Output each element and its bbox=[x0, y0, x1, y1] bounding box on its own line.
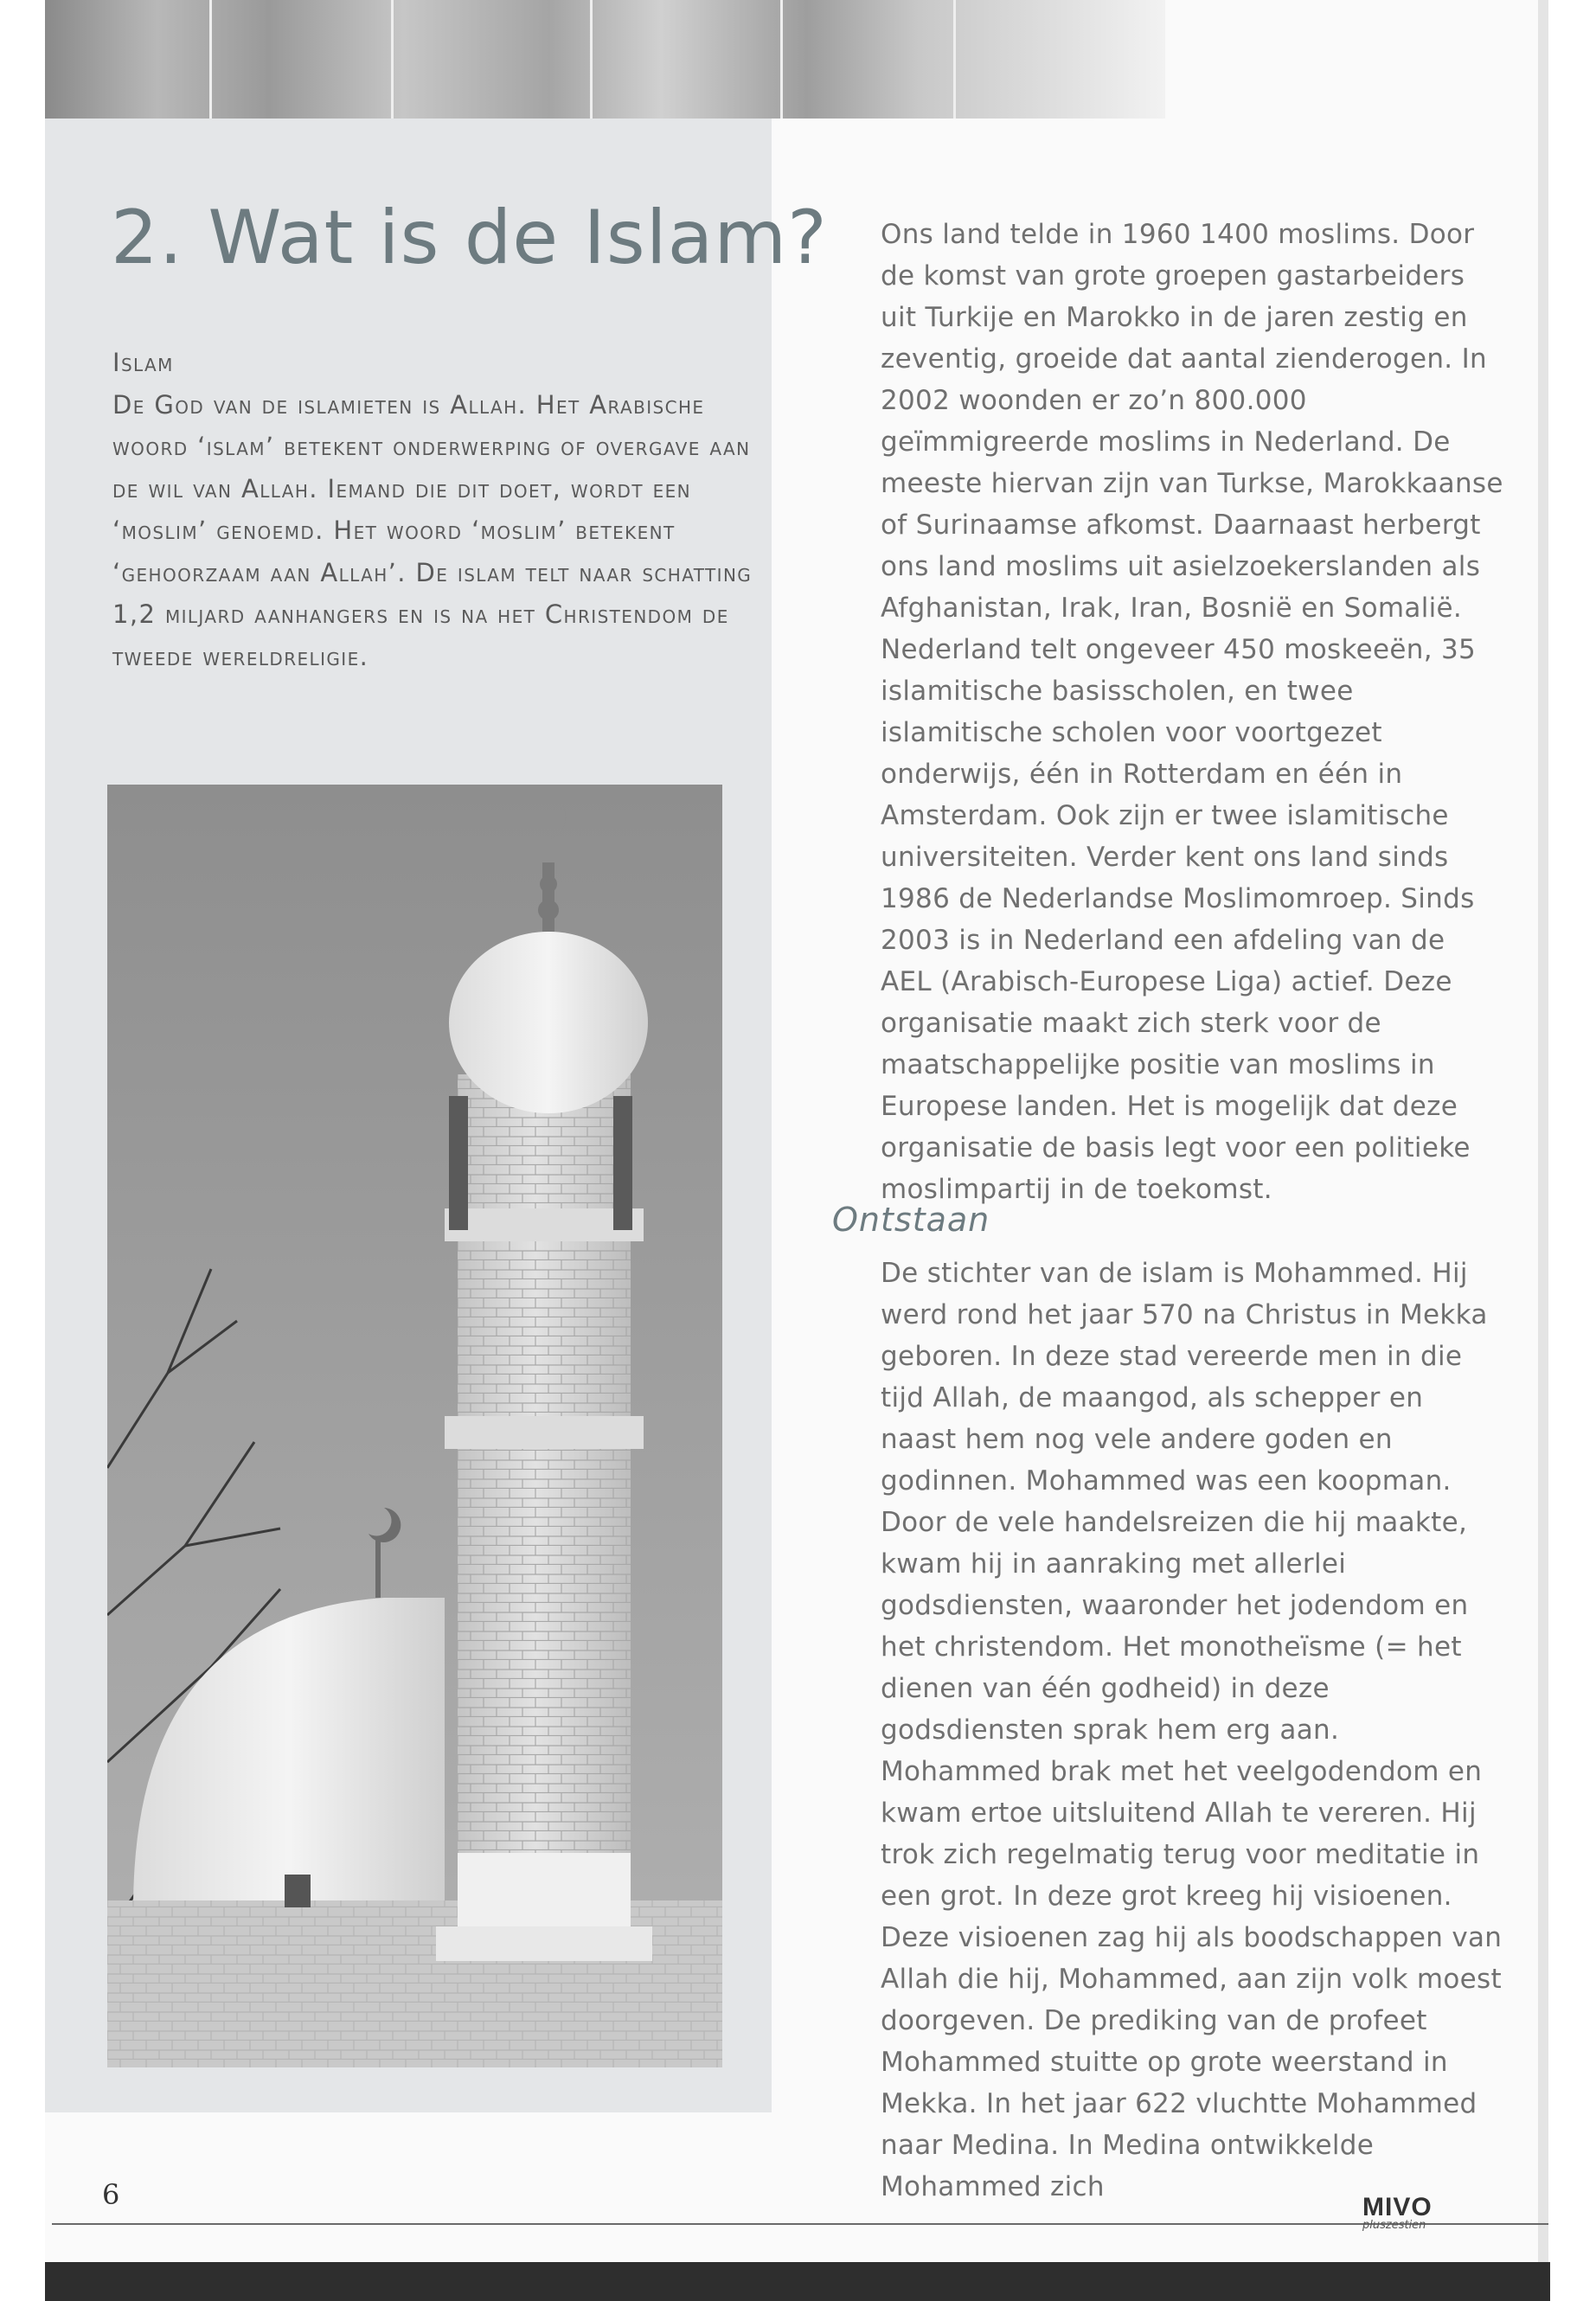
brand-name: MIVO bbox=[1362, 2193, 1433, 2221]
photo-frame bbox=[45, 0, 212, 119]
page-bottom-edge bbox=[45, 2262, 1550, 2301]
minaret-ring bbox=[445, 1416, 644, 1449]
minaret-window bbox=[613, 1096, 632, 1230]
footer-rule bbox=[52, 2223, 1548, 2225]
photo-frame bbox=[209, 0, 394, 119]
photo-frame bbox=[780, 0, 956, 119]
body-paragraph-2: De stichter van de islam is Mohammed. Hij werd rond het jaar 570 na Christus in Mekka geboren. In deze stad vereerde men in die tijd Allah, de maangod, als schepper en naast hem nog vele andere goden en godinnen. Mohammed was een koopman. Door de vele handelsreizen die hij maakte, kwam hij in aanraking met allerlei godsdiensten, waaronder het jodendom en het christendom. Het monotheïsme (= het dienen van één godheid) in deze godsdiensten sprak hem erg aan. Mohammed brak met het veelgodendom en kwam ertoe uitsluitend Allah te vereren. Hij trok zich regelmatig terug voor meditatie in een grot. In deze grot kreeg hij visioenen. Deze visioenen zag hij als boodschappen van Allah die hij, Mohammed, aan zijn volk moest doorgeven. De prediking van de profeet Mohammed stuitte op grote weerstand in Mekka. In het jaar 622 vluchtte Mohammed naar Medina. In Medina ontwikkelde Mohammed zich bbox=[881, 1258, 1503, 2202]
brand-logo bbox=[1362, 2193, 1433, 2232]
mosque-photo bbox=[107, 785, 722, 2067]
minaret-finial bbox=[542, 862, 554, 932]
photo-frame bbox=[590, 0, 783, 119]
chapter-title: 2. Wat is de Islam? bbox=[111, 195, 828, 281]
mosque-illustration bbox=[107, 785, 722, 2067]
brand-subtitle: pluszestien bbox=[1362, 2219, 1426, 2232]
minaret-dome bbox=[449, 932, 648, 1113]
page-edge bbox=[1538, 0, 1548, 2262]
intro-block bbox=[112, 342, 753, 677]
photo-frame bbox=[391, 0, 593, 119]
wall-window bbox=[285, 1875, 311, 1907]
intro-text: De God van de islamieten is Allah. Het Arabische woord ‘islam’ betekent onderwerping of overgave aan de wil van Allah. Iemand die dit doet, wordt een ‘moslim’ genoemd. Het woord ‘moslim’ betekent ‘gehoorzaam aan Allah’. De islam telt naar schatting 1,2 miljard aanhangers en is na het Christendom de tweede wereldreligie. bbox=[112, 389, 753, 671]
body-paragraph-1: Ons land telde in 1960 1400 moslims. Door de komst van grote groepen gastarbeiders uit Turkije en Marokko in de jaren zestig en zeventig, groeide dat aantal zienderogen. In 2002 woonden er zo’n 800.000 geïmmigreerde moslims in Nederland. De meeste hiervan zijn van Turkse, Marokkaanse of Surinaamse afkomst. Daarnaast herbergt ons land moslims uit asielzoekerslanden als Afghanistan, Irak, Iran, Bosnië en Somalië. Nederland telt ongeveer 450 moskeeën, 35 islamitische basisscholen, en twee islamitische scholen voor voortgezet onderwijs, één in Rotterdam en één in Amsterdam. Ook zijn er twee islamitische universiteiten. Verder kent ons land sinds 1986 de Nederlandse Moslimomroep. Sinds 2003 is in Nederland een afdeling van de AEL (Arabisch-Europese Liga) actief. Deze organisatie maakt zich sterk voor de maatschappelijke positie van moslims in Europese landen. Het is mogelijk dat deze organisatie de basis legt voor een politieke moslimpartij in de toekomst. bbox=[881, 219, 1503, 1205]
header-photo-strip bbox=[45, 0, 1165, 119]
page-number: 6 bbox=[102, 2178, 120, 2211]
intro-label: Islam bbox=[112, 348, 174, 377]
section-heading-ontstaan: Ontstaan bbox=[832, 1201, 990, 1239]
dome-finial bbox=[375, 1537, 381, 1598]
minaret-window bbox=[449, 1096, 468, 1230]
